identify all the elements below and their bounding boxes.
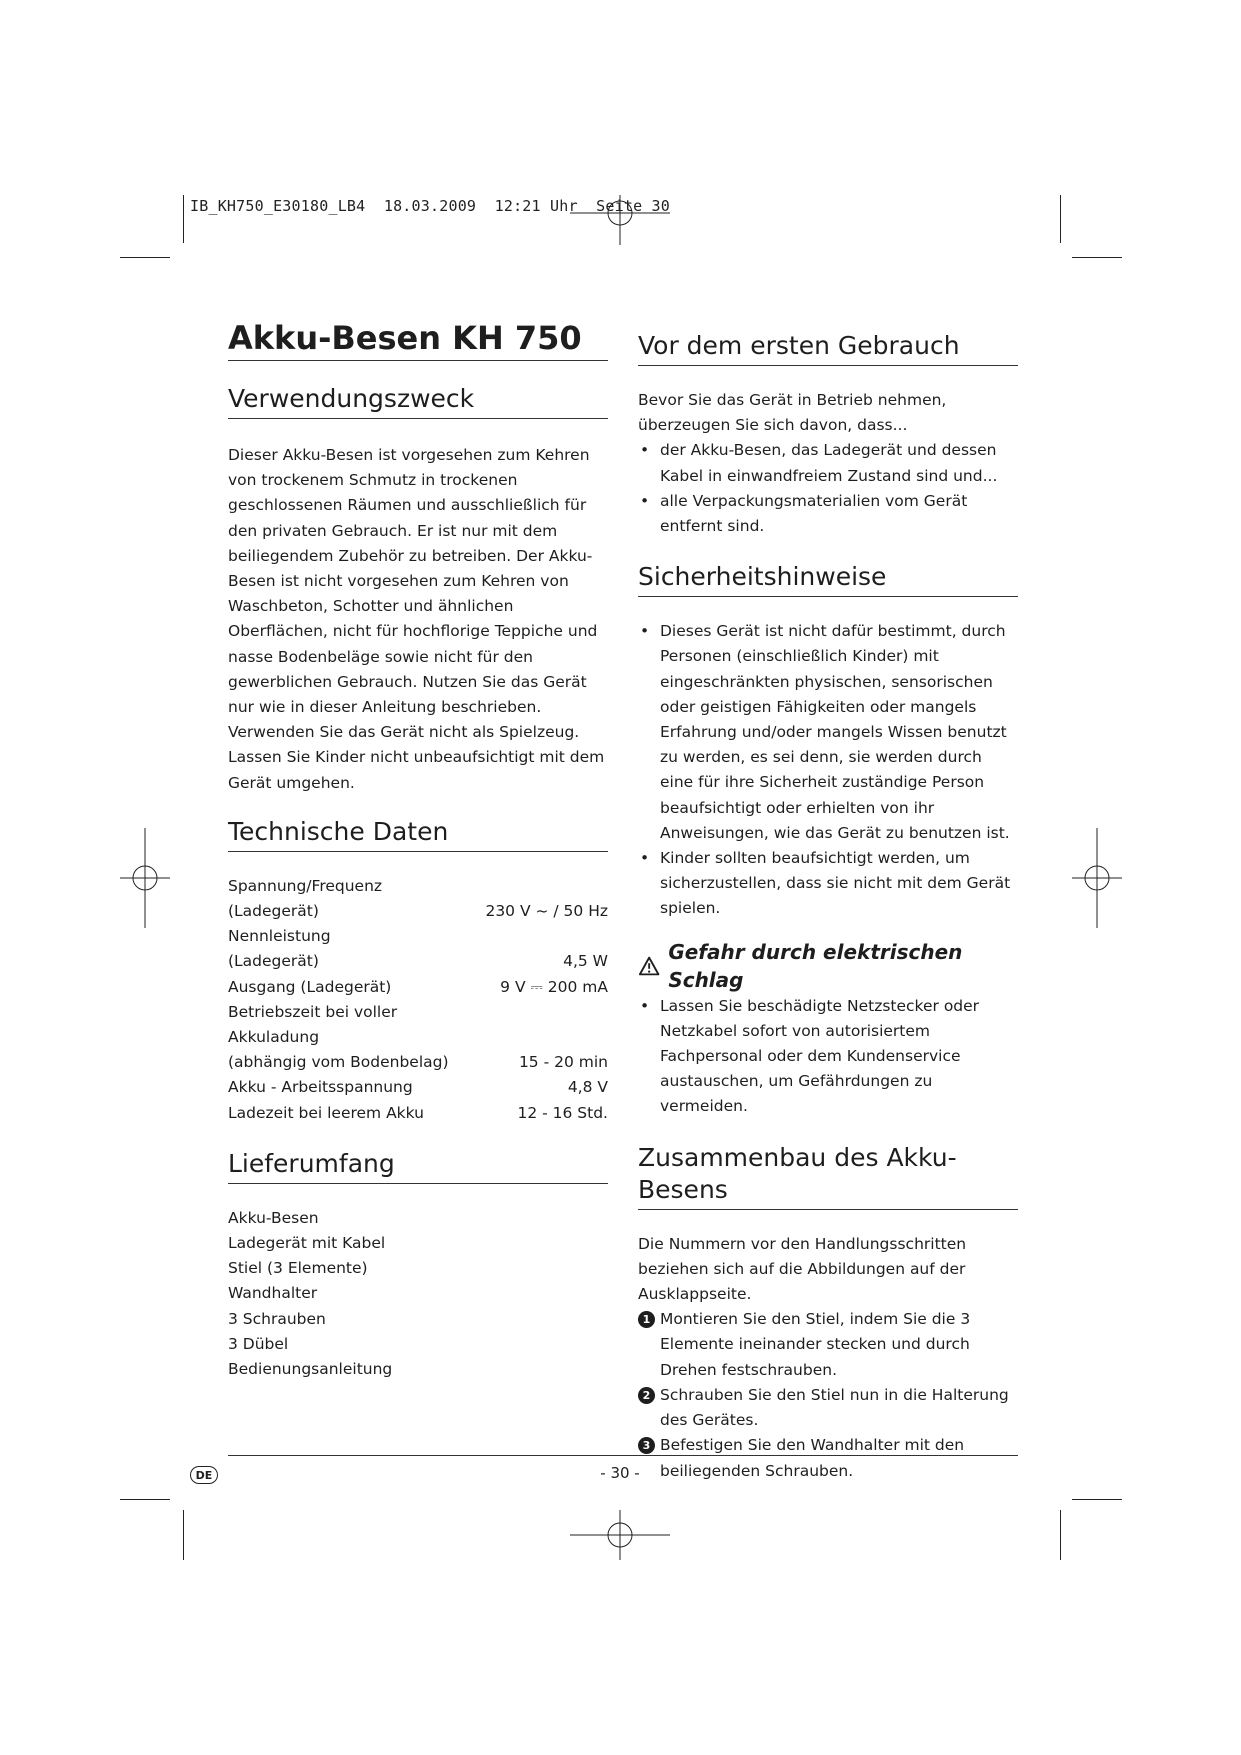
spec-label: Akku - Arbeitsspannung xyxy=(228,1078,413,1097)
tech-specs-table xyxy=(228,874,608,1126)
crop-mark xyxy=(120,257,170,258)
warning-list xyxy=(638,994,1018,1120)
list-item: • Lassen Sie beschädigte Netzstecker oder Netzkabel sofort von autorisiertem Fachpersonal oder dem Kundenservice austauschen, um Gefährdungen zu vermeiden. xyxy=(638,994,1018,1120)
spec-value: 15 - 20 min xyxy=(518,1053,608,1072)
usage-heading: Verwendungszweck xyxy=(228,383,608,419)
registration-mark-icon xyxy=(570,1500,670,1560)
list-item: Bedienungsanleitung xyxy=(228,1360,393,1379)
footer-divider xyxy=(228,1455,1018,1456)
step-number-icon: 1 xyxy=(638,1311,655,1328)
page-title: Akku-Besen KH 750 xyxy=(228,318,608,361)
warning-title: Gefahr durch elektrischen Schlag xyxy=(668,939,963,992)
list-item: Ladegerät mit Kabel xyxy=(228,1234,386,1253)
list-item: Wandhalter xyxy=(228,1284,318,1303)
first-use-list xyxy=(638,438,1018,539)
warning-triangle-icon xyxy=(638,955,660,977)
list-item: 2 Schrauben Sie den Stiel nun in die Halterung des Gerätes. xyxy=(638,1383,1018,1433)
list-item: Stiel (3 Elemente) xyxy=(228,1259,368,1278)
spec-value: 230 V ~ / 50 Hz xyxy=(485,902,608,921)
spec-label: Ladezeit bei leerem Akku xyxy=(228,1103,424,1122)
step-number-icon: 3 xyxy=(638,1437,655,1454)
bullet-icon: • xyxy=(640,491,650,510)
list-item: • Dieses Gerät ist nicht dafür bestimmt, durch Personen (einschließlich Kinder) mit eingeschränkten physischen, sensorischen oder geistigen Fähigkeiten oder mangels Erfahrung und/oder mangels Wissen benutzt zu werden, es sei denn, sie werden durch eine für ihre Sicherheit zuständige Person beaufsichtigt oder erhielten von ihr Anweisungen, wie das Gerät zu benutzen ist. xyxy=(638,619,1018,846)
spec-value: 4,8 V xyxy=(567,1078,608,1097)
spec-label: (Ladegerät) xyxy=(228,902,319,921)
left-column xyxy=(228,318,608,1382)
delivery-list xyxy=(228,1206,608,1382)
spec-value: 12 - 16 Std. xyxy=(517,1103,608,1122)
assembly-steps xyxy=(638,1307,1018,1483)
spec-label: Ausgang (Ladegerät) xyxy=(228,977,392,996)
crop-mark xyxy=(1072,257,1122,258)
bullet-icon: • xyxy=(640,622,650,641)
spec-value xyxy=(485,874,608,899)
bullet-icon: • xyxy=(640,441,650,460)
tech-heading: Technische Daten xyxy=(228,816,608,852)
crop-mark xyxy=(1060,1510,1061,1560)
crop-mark xyxy=(183,195,184,243)
list-item: Akku-Besen xyxy=(228,1208,319,1227)
warning-heading xyxy=(638,938,1018,994)
assembly-heading: Zusammenbau des Akku-Besens xyxy=(638,1142,1018,1210)
crop-mark xyxy=(183,1510,184,1560)
safety-heading: Sicherheitshinweise xyxy=(638,561,1018,597)
spec-label: (abhängig vom Bodenbelag) xyxy=(228,1053,449,1072)
assembly-intro: Die Nummern vor den Handlungsschritten beziehen sich auf die Abbildungen auf der Ausklappseite. xyxy=(638,1234,967,1304)
delivery-heading: Lieferumfang xyxy=(228,1148,608,1184)
crop-mark xyxy=(1060,195,1061,243)
list-item: • alle Verpackungsmaterialien vom Gerät entfernt sind. xyxy=(638,489,1018,539)
print-header: IB_KH750_E30180_LB4 18.03.2009 12:21 Uhr Seite 30 xyxy=(190,197,670,215)
spec-value xyxy=(485,1000,608,1050)
first-use-intro: Bevor Sie das Gerät in Betrieb nehmen, überzeugen Sie sich davon, dass... xyxy=(638,391,947,435)
spec-value: 4,5 W xyxy=(563,952,608,971)
list-item: • der Akku-Besen, das Ladegerät und dessen Kabel in einwandfreiem Zustand sind und... xyxy=(638,438,1018,488)
bullet-icon: • xyxy=(640,996,650,1015)
list-item: 3 Dübel xyxy=(228,1334,289,1353)
list-item: 1 Montieren Sie den Stiel, indem Sie die 3 Elemente ineinander stecken und durch Drehen festschrauben. xyxy=(638,1307,1018,1383)
crop-mark xyxy=(120,1499,170,1500)
list-item: 3 Schrauben xyxy=(228,1309,326,1328)
right-column xyxy=(638,330,1018,1484)
spec-value xyxy=(485,924,608,949)
first-use-heading: Vor dem ersten Gebrauch xyxy=(638,330,1018,366)
registration-mark-icon xyxy=(1062,828,1122,928)
registration-mark-icon xyxy=(120,828,180,928)
step-number-icon: 2 xyxy=(638,1387,655,1404)
spec-label: Betriebszeit bei voller Akkuladung xyxy=(228,1002,398,1047)
crop-mark xyxy=(1072,1499,1122,1500)
page-number: - 30 - xyxy=(600,1464,640,1482)
safety-list xyxy=(638,619,1018,921)
bullet-icon: • xyxy=(640,849,650,868)
spec-label: Spannung/Frequenz xyxy=(228,876,383,895)
usage-body: Dieser Akku-Besen ist vorgesehen zum Kehren von trockenem Schmutz in trockenen geschlossenen Räumen und ausschließlich für den privaten Gebrauch. Er ist nur mit dem beiliegendem Zubehör zu betreiben. Der Akku-Besen ist nicht vorgesehen zum Kehren von Waschbeton, Schotter und ähnlichen Oberflächen, nicht für hochflorige Teppiche und nasse Bodenbeläge sowie nicht für den gewerblichen Gebrauch. Nutzen Sie das Gerät nur wie in dieser Anleitung beschrieben. Verwenden Sie das Gerät nicht als Spielzeug. Lassen Sie Kinder nicht unbeaufsichtigt mit dem Gerät umgehen. xyxy=(228,446,605,792)
list-item: 3 Befestigen Sie den Wandhalter mit den beiliegenden Schrauben. xyxy=(638,1433,1018,1483)
spec-value: 9 V ⎓ 200 mA xyxy=(500,977,608,996)
language-badge: DE xyxy=(190,1466,218,1484)
registration-mark-icon xyxy=(570,195,670,255)
list-item: • Kinder sollten beaufsichtigt werden, um sicherzustellen, dass sie nicht mit dem Gerät spielen. xyxy=(638,846,1018,922)
spec-label: Nennleistung xyxy=(228,927,331,946)
spec-label: (Ladegerät) xyxy=(228,952,319,971)
